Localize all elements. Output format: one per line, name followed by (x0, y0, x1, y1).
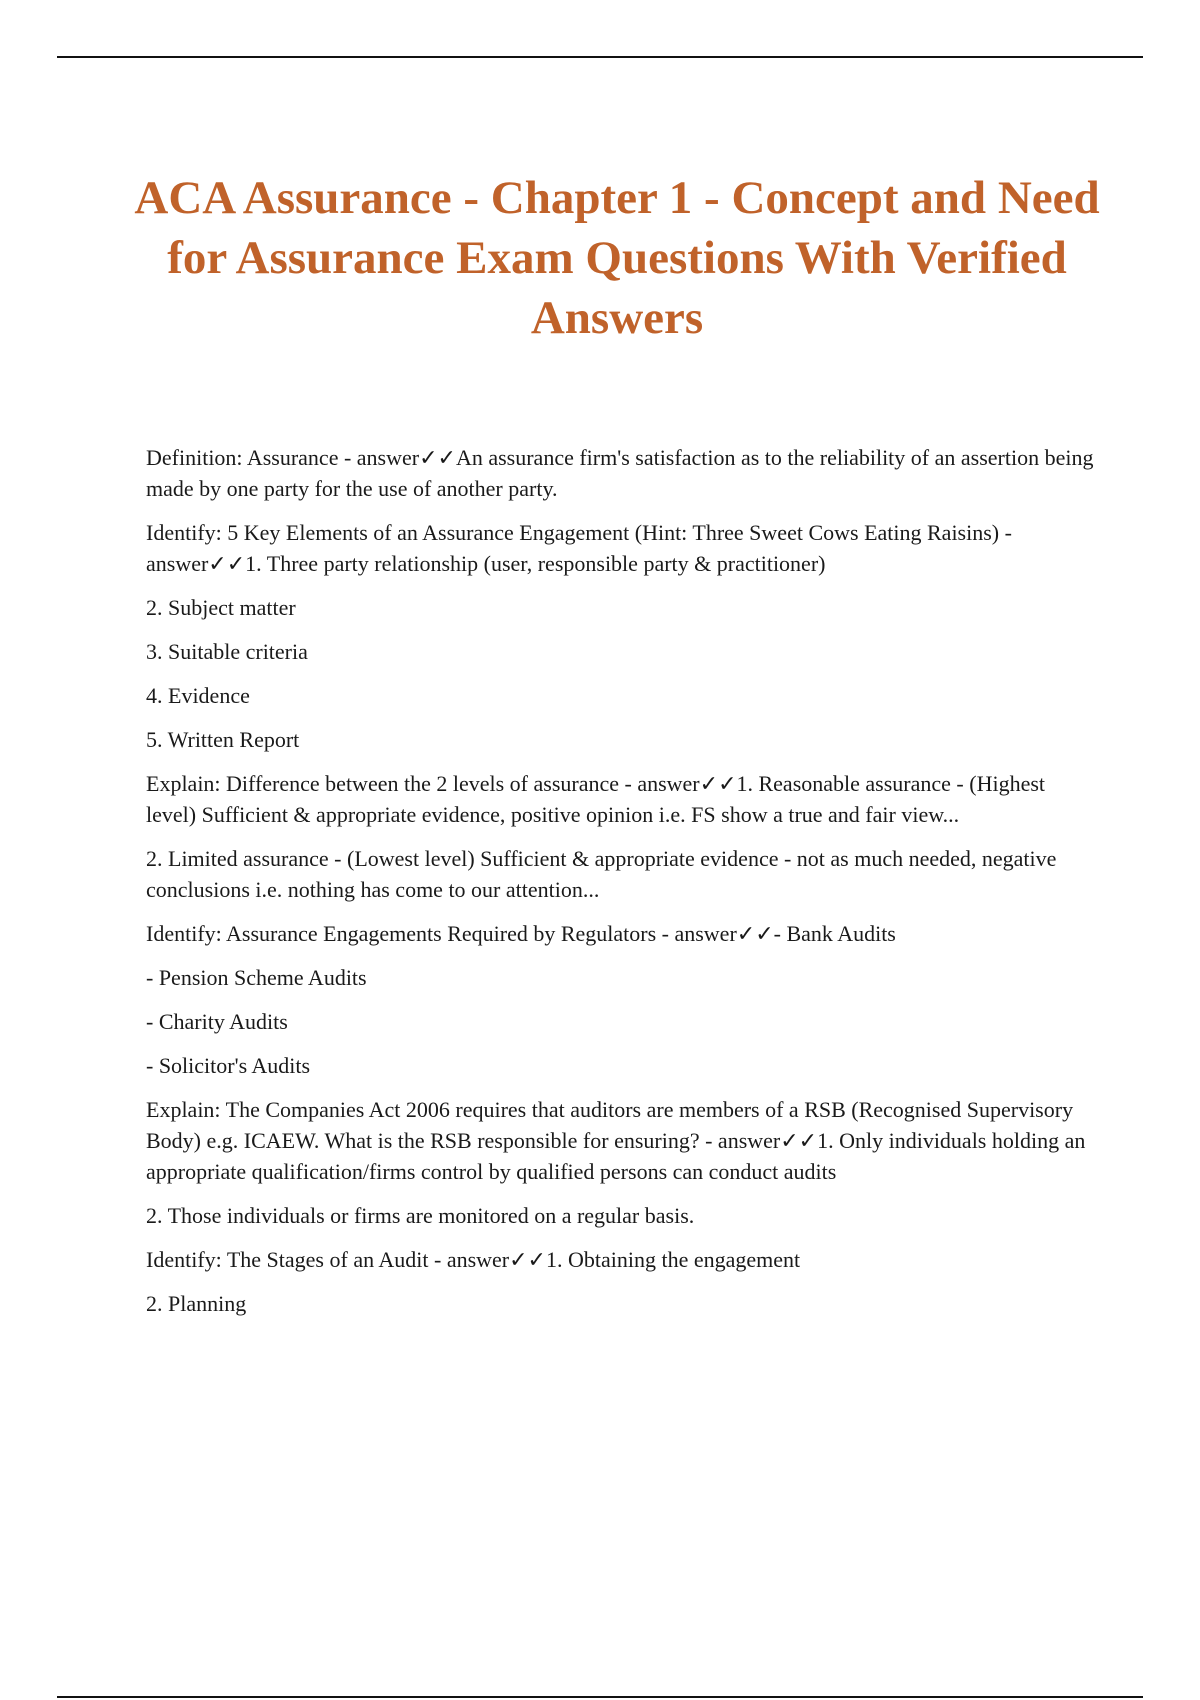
list-item: 2. Limited assurance - (Lowest level) Sufficient & appropriate evidence - not as much needed, negative conclusions i.e. nothing has come to our attention... (146, 846, 1057, 902)
list-item: 2. Subject matter (146, 595, 296, 620)
paragraph-key-elements: Identify: 5 Key Elements of an Assurance Engagement (Hint: Three Sweet Cows Eating Raisins) - answer✓✓1. Three party relationship (user, responsible party & practitioner) (146, 520, 1012, 576)
paragraph-levels-of-assurance: Explain: Difference between the 2 levels of assurance - answer✓✓1. Reasonable assurance - (Highest level) Sufficient & appropriate evidence, positive opinion i.e. FS show a true and fair view... (146, 771, 1046, 827)
paragraph-companies-act-rsb: Explain: The Companies Act 2006 requires that auditors are members of a RSB (Recognised Supervisory Body) e.g. ICAEW. What is the RSB responsible for ensuring? - answer✓✓1. Only individuals holding an appropriate qualification/firms control by qualified persons can conduct audits (146, 1097, 1086, 1184)
document-title: ACA Assurance - Chapter 1 - Concept and Need for Assurance Exam Questions With Verified Answers (134, 172, 1100, 344)
list-item: - Charity Audits (146, 1009, 288, 1034)
list-item: - Pension Scheme Audits (146, 965, 367, 990)
list-item: 2. Planning (146, 1291, 247, 1316)
list-item: 4. Evidence (146, 683, 250, 708)
list-item: - Solicitor's Audits (146, 1053, 311, 1078)
bottom-rule (57, 1696, 1143, 1698)
document-body (146, 442, 1096, 1332)
top-rule (57, 56, 1143, 58)
list-item: 5. Written Report (146, 727, 300, 752)
list-item: 2. Those individuals or firms are monitored on a regular basis. (146, 1203, 695, 1228)
paragraph-definition-assurance: Definition: Assurance - answer✓✓An assurance firm's satisfaction as to the reliability of an assertion being made by one party for the use of another party. (146, 445, 1094, 501)
paragraph-regulator-engagements: Identify: Assurance Engagements Required by Regulators - answer✓✓- Bank Audits (146, 921, 896, 946)
paragraph-audit-stages: Identify: The Stages of an Audit - answer✓✓1. Obtaining the engagement (146, 1247, 801, 1272)
list-item: 3. Suitable criteria (146, 639, 308, 664)
